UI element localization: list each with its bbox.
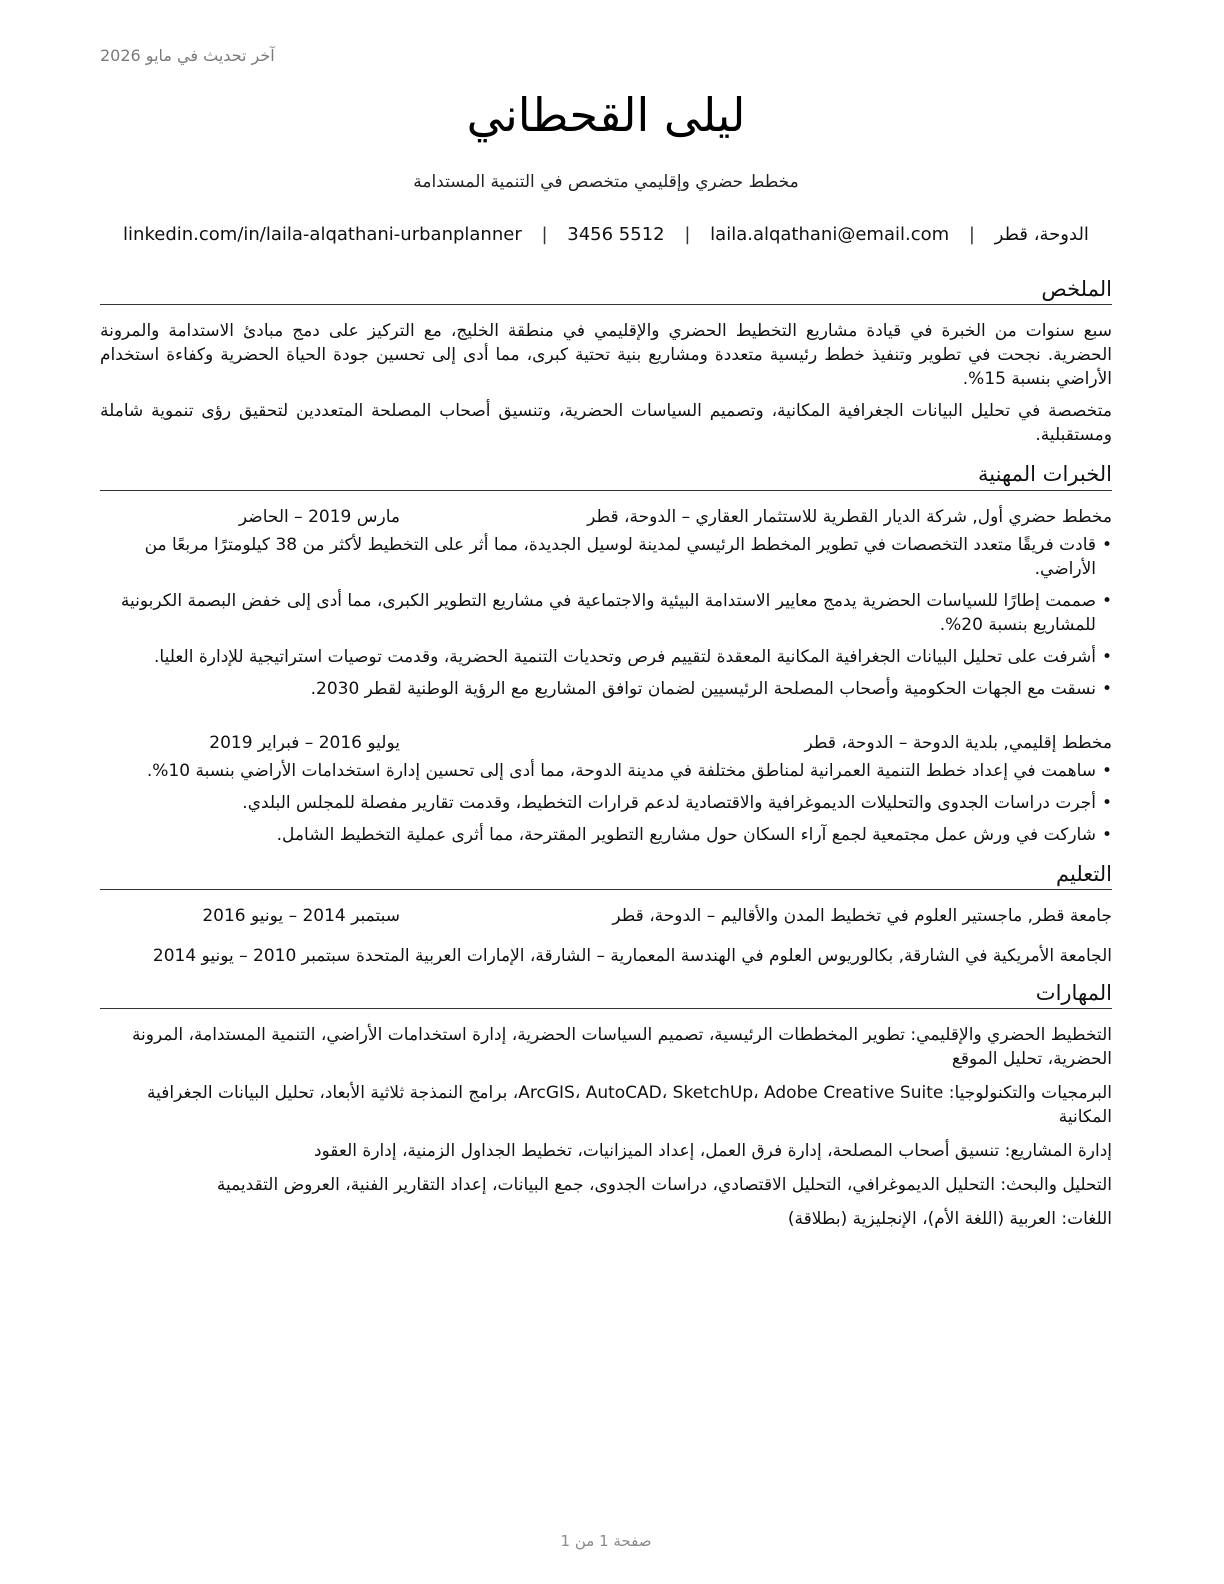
summary-paragraph: متخصصة في تحليل البيانات الجغرافية المكانية، وتصميم السياسات الحضرية، وتنسيق أصحاب المصلحة المتعددين لتحقيق رؤى تنموية شاملة ومستقبلية. <box>100 401 1112 446</box>
candidate-title: مخطط حضري وإقليمي متخصص في التنمية المستدامة <box>413 172 799 192</box>
skill-line: التحليل والبحث: التحليل الديموغرافي، التحليل الاقتصادي، دراسات الجدوى، جمع البيانات، إعداد التقارير الفنية، العروض التقديمية <box>216 1175 1112 1195</box>
page-number: صفحة 1 من 1 <box>560 1532 652 1550</box>
contact-phone: 3456 5512 <box>567 224 665 245</box>
contact-separator: | <box>541 224 548 245</box>
skill-line: التخطيط الحضري والإقليمي: تطوير المخططات الرئيسية، تصميم السياسات الحضرية، إدارة استخدامات الأراضي، التنمية المستدامة، المرونة الحضرية، تحليل الموقع <box>131 1025 1112 1069</box>
education-text: جامعة قطر, ماجستير العلوم في تخطيط المدن والأقاليم – الدوحة، قطر <box>612 905 1112 926</box>
job-dates: مارس 2019 – الحاضر <box>238 506 400 527</box>
job-bullet: • شاركت في ورش عمل مجتمعية لجمع آراء السكان حول مشاريع التطوير المقترحة، مما أثرى عملية التخطيط الشامل. <box>100 823 1112 847</box>
job-header <box>100 505 1112 529</box>
candidate-name: ليلى القحطاني <box>466 88 746 142</box>
education-dates: سبتمبر 2014 – يونيو 2016 <box>202 905 400 926</box>
summary-heading: الملخص <box>100 276 1112 305</box>
skill-line: اللغات: العربية (اللغة الأم)، الإنجليزية (بطلاقة) <box>787 1209 1112 1229</box>
job-dates: يوليو 2016 – فبراير 2019 <box>209 732 400 753</box>
contact-separator: | <box>968 224 975 245</box>
job-bullet: • أشرفت على تحليل البيانات الجغرافية المكانية المعقدة لتقييم فرص وتحديات التنمية الحضرية، وقدمت توصيات استراتيجية للإدارة العليا. <box>100 645 1112 669</box>
job-bullet: • نسقت مع الجهات الحكومية وأصحاب المصلحة الرئيسيين لضمان توافق المشاريع مع الرؤية الوطنية لقطر 2030. <box>100 677 1112 701</box>
job-title-line: مخطط حضري أول, شركة الديار القطرية للاستثمار العقاري – الدوحة، قطر <box>587 506 1112 527</box>
job-header <box>100 731 1112 755</box>
job-bullet: • أجرت دراسات الجدوى والتحليلات الديموغرافية والاقتصادية لدعم قرارات التخطيط، وقدمت تقارير مفصلة للمجلس البلدي. <box>100 791 1112 815</box>
job-bullets <box>100 533 1112 701</box>
education-entry <box>100 944 1112 968</box>
job-bullet: • صممت إطارًا للسياسات الحضرية يدمج معايير الاستدامة البيئية والاجتماعية في مشاريع التطوير الكبرى، مما أدى إلى خفض البصمة الكربونية للمشاريع بنسبة 20%. <box>100 589 1112 637</box>
skill-line: البرمجيات والتكنولوجيا: ArcGIS، AutoCAD، SketchUp، Adobe Creative Suite، برامج النمذجة ثلاثية الأبعاد، تحليل البيانات الجغرافية المكانية <box>147 1083 1112 1127</box>
education-heading: التعليم <box>100 861 1112 890</box>
education-entry <box>100 904 1112 928</box>
contact-separator: | <box>684 224 691 245</box>
contact-line <box>100 224 1112 245</box>
job-bullet: • ساهمت في إعداد خطط التنمية العمرانية لمناطق مختلفة في مدينة الدوحة، مما أدى إلى تحسين إدارة استخدامات الأراضي بنسبة 10%. <box>100 759 1112 783</box>
summary-paragraph: سبع سنوات من الخبرة في قيادة مشاريع التخطيط الحضري والإقليمي في منطقة الخليج، مع التركيز على دمج مبادئ الاستدامة والمرونة الحضرية. نجحت في تطوير وتنفيذ خطط رئيسية متعددة ومشاريع بنية تحتية كبرى، مما أدى إلى تحسين جودة الحياة الحضرية وكفاءة استخدام الأراضي بنسبة 15%. <box>100 321 1112 390</box>
resume-page <box>100 0 1112 1584</box>
job-title-line: مخطط إقليمي, بلدية الدوحة – الدوحة، قطر <box>804 732 1112 753</box>
contact-linkedin[interactable]: linkedin.com/in/laila-alqathani-urbanplanner <box>123 224 522 245</box>
skills-heading: المهارات <box>100 980 1112 1009</box>
job-bullet: • قادت فريقًا متعدد التخصصات في تطوير المخطط الرئيسي لمدينة لوسيل الجديدة، مما أثر على التخطيط لأكثر من 38 كيلومترًا مربعًا من الأراضي. <box>100 533 1112 581</box>
last-updated: آخر تحديث في مايو 2026 <box>100 46 275 65</box>
resume-content <box>100 276 1112 1241</box>
education-text: الجامعة الأمريكية في الشارقة, بكالوريوس العلوم في الهندسة المعمارية – الشارقة، الإمارات العربية المتحدة <box>355 945 1112 966</box>
skill-line: إدارة المشاريع: تنسيق أصحاب المصلحة، إدارة فرق العمل، إعداد الميزانيات، تخطيط الجداول الزمنية، إدارة العقود <box>313 1141 1112 1161</box>
contact-email[interactable]: laila.alqathani@email.com <box>710 224 950 245</box>
education-dates: سبتمبر 2010 – يونيو 2014 <box>152 945 351 966</box>
experience-heading: الخبرات المهنية <box>100 461 1112 490</box>
job-bullets <box>100 759 1112 847</box>
contact-location: الدوحة، قطر <box>994 224 1089 245</box>
